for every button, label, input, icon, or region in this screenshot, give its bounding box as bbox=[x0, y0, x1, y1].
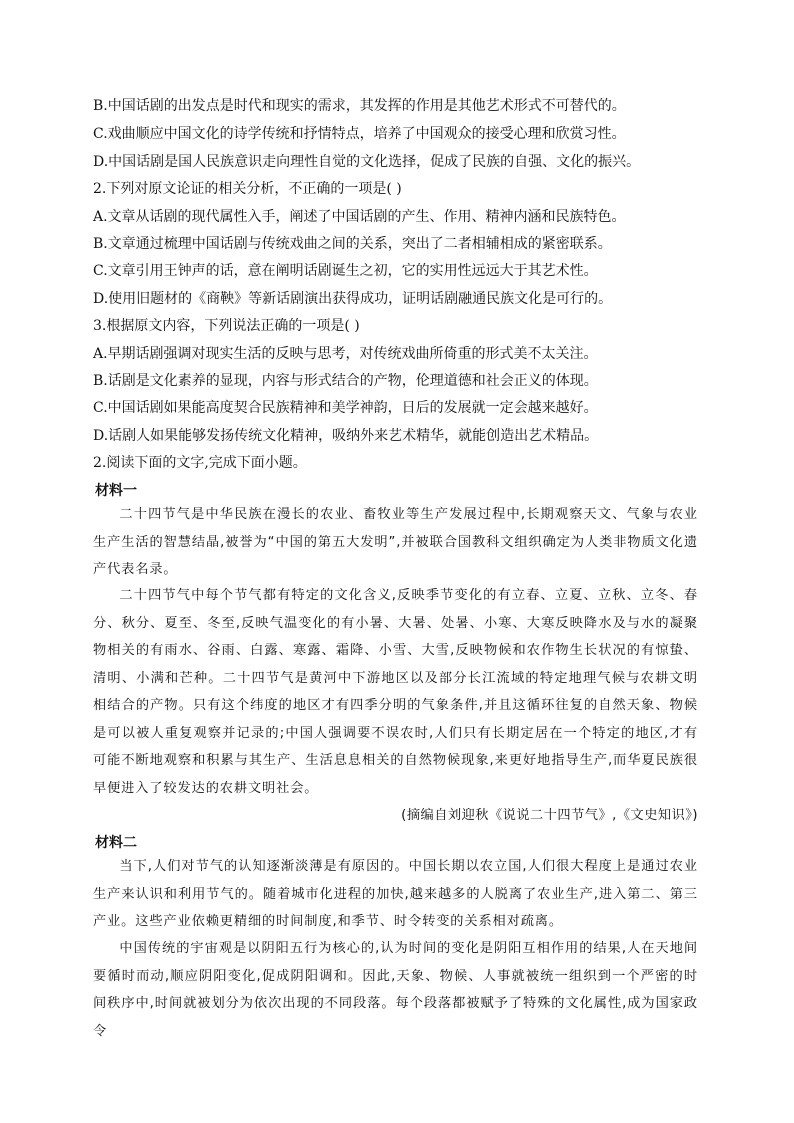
material1-source: (摘编自刘迎秋《说说二十四节气》,《文史知识》) bbox=[401, 808, 698, 823]
material2-paragraph-1: 当下,人们对节气的认知逐渐淡薄是有原因的。中国长期以农立国,人们很大程度上是通过农业生产来认识和利用节气的。随着城市化进程的加快,越来越多的人脱离了农业生产,进入第二、第三产业。这些产业依赖更精细的时间制度,和季节、时令转变的关系相对疏离。 bbox=[93, 859, 698, 929]
reading-instruction: 2.阅读下面的文字,完成下面小题。 bbox=[93, 455, 307, 471]
q3-option-d: D.话剧人如果能够发扬传统文化精神，吸纳外来艺术精华，就能创造出艺术精品。 bbox=[93, 428, 599, 444]
material2-heading: 材料二 bbox=[95, 835, 137, 851]
q2-option-b: B.文章通过梳理中国话剧与传统戏曲之间的关系，突出了二者相辅相成的紧密联系。 bbox=[93, 236, 612, 252]
q2-option-c: C.文章引用王钟声的话，意在阐明话剧诞生之初，它的实用性远远大于其艺术性。 bbox=[93, 263, 598, 279]
q3-option-b: B.话剧是文化素养的显现，内容与形式结合的产物，伦理道德和社会正义的体现。 bbox=[93, 373, 598, 389]
q3-option-c: C.中国话剧如果能高度契合民族精神和美学神韵，日后的发展就一定会越来越好。 bbox=[93, 400, 598, 416]
q3-option-a: A.早期话剧强调对现实生活的反映与思考，对传统戏曲所倚重的形式美不太关注。 bbox=[93, 346, 598, 362]
q1-option-b: B.中国话剧的出发点是时代和现实的需求，其发挥的作用是其他艺术形式不可替代的。 bbox=[93, 98, 626, 114]
material1-paragraph-2: 二十四节气中每个节气都有特定的文化含义,反映季节变化的有立春、立夏、立秋、立冬、春分、秋分、夏至、冬至,反映气温变化的有小暑、大暑、处暑、小寒、大寒反映降水及与水的凝聚物相关的有雨水、谷雨、白露、寒露、霜降、小雪、大雪,反映物候和农作物生长状况的有惊蛰、清明、小满和芒种。二十四节气是黄河中下游地区以及部分长江流域的特定地理气候与农耕文明相结合的产物。只有这个纬度的地区才有四季分明的气象条件,并且这循环往复的自然天象、物候是可以被人重复观察并记录的;中国人强调要不误农时,人们只有长期定居在一个特定的地区,才有可能不断地观察和积累与其生产、生活息息相关的自然物候现象,来更好地指导生产,而华夏民族很早便进入了较发达的农耕文明社会。 bbox=[93, 588, 698, 796]
material2-paragraph-2: 中国传统的宇宙观是以阴阳五行为核心的,认为时间的变化是阴阳互相作用的结果,人在天地间要循时而动,顺应阴阳变化,促成阴阳调和。因此,天象、物候、人事就被统一组织到一个严密的时间秩序中,时间就被划分为依次出现的不同段落。每个段落都被赋予了特殊的文化属性,成为国家政令 bbox=[93, 941, 698, 1039]
q2-stem: 2.下列对原文论证的相关分析，不正确的一项是( ) bbox=[93, 181, 402, 197]
q1-option-d: D.中国话剧是国人民族意识走向理性自觉的文化选择，促成了民族的自强、文化的振兴。 bbox=[93, 154, 641, 170]
material1-heading: 材料一 bbox=[95, 483, 137, 499]
material1-paragraph-1: 二十四节气是中华民族在漫长的农业、畜牧业等生产发展过程中,长期观察天文、气象与农业生产生活的智慧结晶,被誉为“中国的第五大发明”,并被联合国教科文组织确定为人类非物质文化遗产代表名录。 bbox=[93, 507, 698, 577]
q1-option-c: C.戏曲顺应中国文化的诗学传统和抒情特点，培养了中国观众的接受心理和欣赏习性。 bbox=[93, 126, 626, 142]
q3-stem: 3.根据原文内容，下列说法正确的一项是( ) bbox=[93, 318, 360, 334]
q2-option-d: D.使用旧题材的《商鞅》等新话剧演出获得成功，证明话剧融通民族文化是可行的。 bbox=[93, 291, 613, 307]
q2-option-a: A.文章从话剧的现代属性入手，阐述了中国话剧的产生、作用、精神内涵和民族特色。 bbox=[93, 209, 626, 225]
